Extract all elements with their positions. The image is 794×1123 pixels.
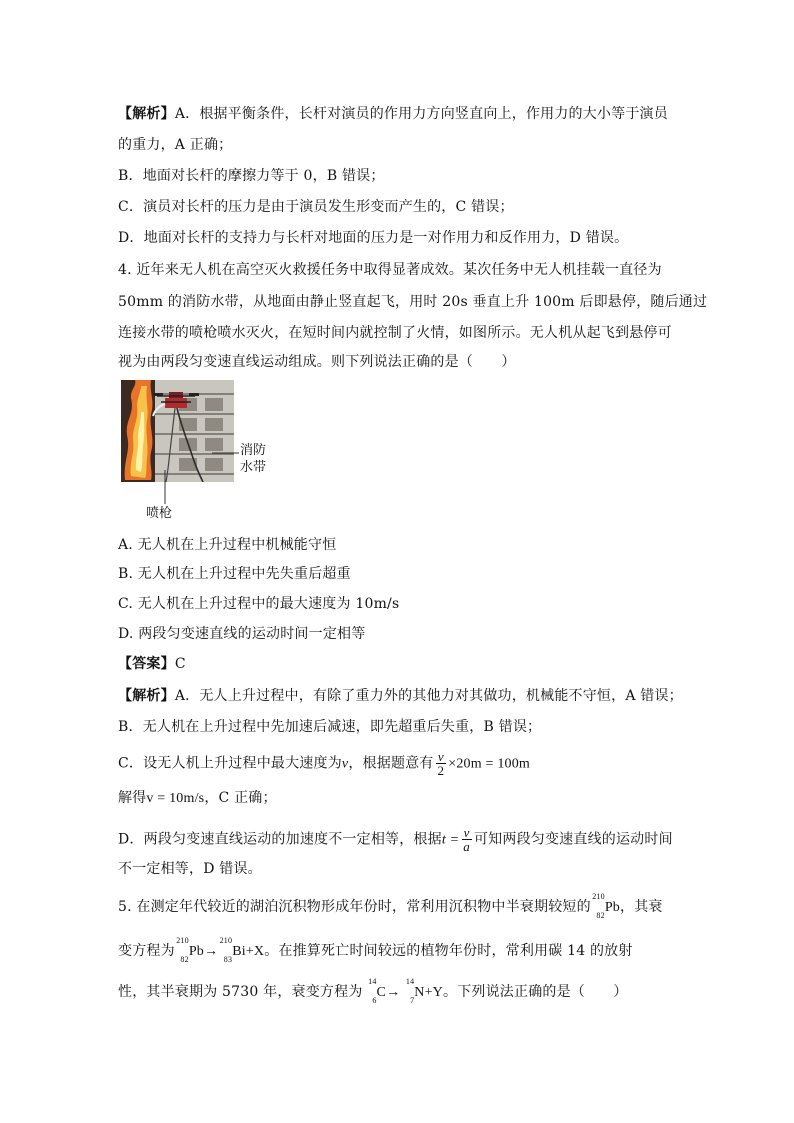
answer-value: C [174, 656, 186, 672]
reaction-arrow: → [386, 985, 401, 1000]
analysis-text: D．两段匀变速直线运动的加速度不一定相等，根据 [118, 831, 442, 848]
question-text: 。下列说法正确的是（ ） [443, 984, 628, 1000]
math-fraction [436, 750, 447, 777]
analysis-text: C．设无人机上升过程中最大速度为 [118, 755, 342, 772]
option-d: D. 两段匀变速直线的运动时间一定相等 [118, 626, 366, 642]
analysis-line: 的重力，A 正确； [118, 137, 233, 153]
analysis-line [118, 750, 530, 777]
mass-number: 14 [405, 977, 415, 986]
analysis-line [118, 104, 668, 124]
analysis-text: A．无人上升过程中，有除了重力外的其他力对其做功，机械能不守恒，A 错误； [174, 688, 683, 704]
option-b: B. 无人机在上升过程中先失重后超重 [118, 566, 351, 582]
math-fraction [461, 826, 472, 853]
question-text: 性，其半衰期为 5730 年，衰变方程为 [118, 984, 363, 1000]
question-stem-line [118, 892, 663, 920]
math-variable: v [341, 756, 349, 772]
nuclide-pb [175, 936, 189, 964]
figure-label-nozzle: 喷枪 [146, 506, 173, 521]
nuclide-bi [218, 936, 233, 964]
element-symbol: N+Y [414, 985, 443, 1000]
analysis-text: ，根据题意有 [348, 755, 434, 772]
math-expression: ×20m = 100m [448, 756, 531, 772]
answer-line [118, 654, 186, 674]
reaction-arrow: → [204, 944, 219, 959]
question-text: ，其衰 [620, 899, 663, 915]
question-text: 变方程为 [118, 943, 175, 959]
question-stem-line: 4. 近年来无人机在高空灭火救援任务中取得显著成效。某次任务中无人机挂载一直径为 [118, 262, 662, 278]
question-stem-line: 50mm 的消防水带，从地面由静止竖直起飞，用时 20s 垂直上升 100m 后即悬停，随后通过 [118, 294, 708, 310]
answer-tag: 【答案】 [118, 656, 175, 672]
atomic-number: 82 [180, 955, 189, 964]
question-text: 5. 在测定年代较近的湖泊沉积物形成年份时，常利用沉积物中半衰期较短的 [118, 899, 591, 915]
option-c: C. 无人机在上升过程中的最大速度为 10m/s [118, 596, 400, 612]
fraction-numerator: v [463, 825, 470, 840]
analysis-line: C．演员对长杆的压力是由于演员发生形变而产生的，C 错误； [118, 199, 514, 215]
figure-label-hose: 消防 [240, 443, 267, 458]
analysis-text: 解得 [118, 790, 147, 806]
atomic-number: 6 [372, 996, 377, 1005]
question-stem-line [118, 977, 628, 1005]
mass-number: 210 [176, 936, 189, 945]
figure-pointer-line [212, 449, 240, 457]
analysis-text: ，C 正确； [204, 790, 277, 806]
fraction-denominator: 2 [437, 763, 445, 778]
analysis-text: 可知两段匀变速直线的运动时间 [473, 831, 673, 848]
atomic-number: 83 [223, 955, 233, 964]
math-variable: t = [441, 832, 460, 848]
question-stem-line: 视为由两段匀变速直线运动组成。则下列说法正确的是（ ） [118, 354, 516, 370]
mass-number: 14 [368, 977, 377, 986]
option-a: A. 无人机在上升过程中机械能守恒 [118, 537, 337, 553]
nuclide-c [363, 977, 377, 1005]
element-symbol: Bi+X [232, 944, 265, 959]
analysis-line: B．地面对长杆的摩擦力等于 0，B 错误； [118, 168, 385, 184]
mass-number: 210 [592, 892, 605, 901]
analysis-text: A．根据平衡条件，长杆对演员的作用力方向竖直向上，作用力的大小等于演员 [174, 106, 668, 122]
element-symbol: Pb [604, 900, 620, 915]
nuclide-pb [591, 892, 605, 920]
analysis-tag: 【解析】 [118, 688, 175, 704]
analysis-line: B．无人机在上升过程中先加速后减速，即先超重后失重，B 错误； [118, 719, 542, 735]
analysis-line [118, 788, 277, 809]
element-symbol: C [376, 985, 387, 1000]
analysis-line: D．地面对长杆的支持力与长杆对地面的压力是一对作用力和反作用力，D 错误。 [118, 230, 629, 246]
mass-number: 210 [219, 936, 233, 945]
analysis-line [118, 826, 673, 853]
analysis-line: 不一定相等，D 错误。 [118, 861, 262, 877]
fraction-numerator: v [437, 749, 444, 764]
element-symbol: Pb [188, 944, 204, 959]
question-text: 。在推算死亡时间较远的植物年份时，常利用碳 14 的放射 [264, 943, 633, 959]
question-stem-line [118, 936, 633, 964]
figure-pointer-line [160, 470, 170, 506]
fraction-denominator: a [463, 839, 470, 854]
drone-firefighting-photo [121, 380, 234, 482]
figure-label-hose: 水带 [240, 460, 267, 475]
analysis-line [118, 686, 683, 706]
atomic-number: 82 [596, 911, 605, 920]
analysis-tag: 【解析】 [118, 106, 175, 122]
math-expression: v = 10m/s [146, 791, 205, 806]
nuclide-n [400, 977, 415, 1005]
question-stem-line: 连接水带的喷枪喷水灭火，在短时间内就控制了火情，如图所示。无人机从起飞到悬停可 [118, 325, 672, 341]
atomic-number: 7 [410, 996, 415, 1005]
